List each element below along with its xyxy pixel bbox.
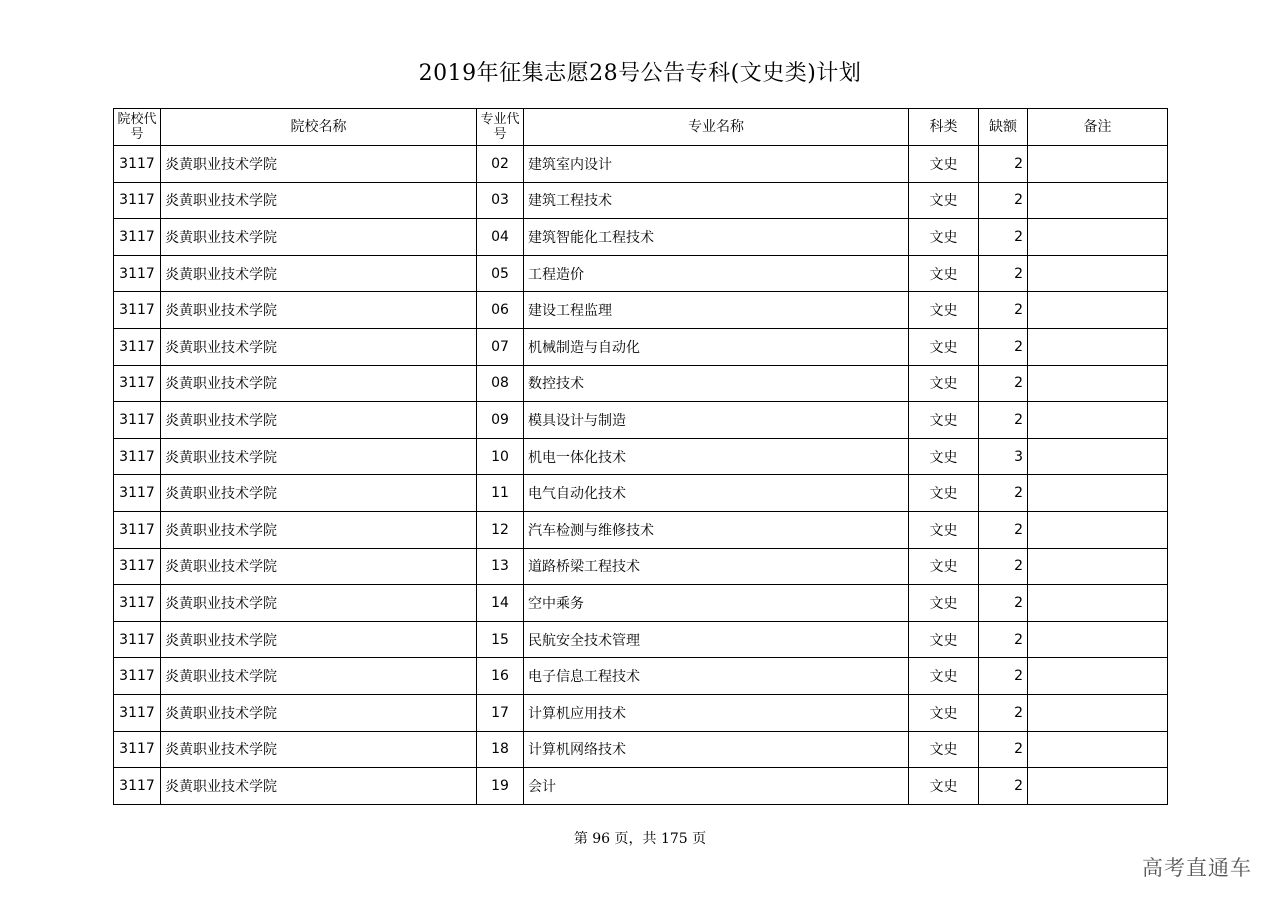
cell-note (1028, 548, 1168, 585)
cell-note (1028, 621, 1168, 658)
cell-category: 文史 (909, 768, 979, 805)
cell-school-name: 炎黄职业技术学院 (161, 585, 477, 622)
cell-vacancy: 2 (979, 731, 1028, 768)
cell-major-code: 02 (477, 146, 524, 183)
cell-school-code: 3117 (114, 731, 161, 768)
cell-major-name: 空中乘务 (524, 585, 909, 622)
cell-category: 文史 (909, 475, 979, 512)
cell-vacancy: 2 (979, 328, 1028, 365)
cell-school-name: 炎黄职业技术学院 (161, 658, 477, 695)
cell-school-name: 炎黄职业技术学院 (161, 146, 477, 183)
table-row (114, 292, 1168, 329)
cell-major-code: 06 (477, 292, 524, 329)
cell-school-code: 3117 (114, 511, 161, 548)
cell-note (1028, 255, 1168, 292)
cell-note (1028, 475, 1168, 512)
watermark: 高考直通车 (1142, 856, 1252, 880)
cell-school-name: 炎黄职业技术学院 (161, 768, 477, 805)
header-major-name: 专业名称 (524, 109, 909, 146)
table-row (114, 328, 1168, 365)
table-body (114, 146, 1168, 805)
table-row (114, 768, 1168, 805)
cell-vacancy: 2 (979, 585, 1028, 622)
cell-major-code: 11 (477, 475, 524, 512)
cell-category: 文史 (909, 402, 979, 439)
cell-vacancy: 2 (979, 511, 1028, 548)
cell-school-name: 炎黄职业技术学院 (161, 548, 477, 585)
page-number: 第 96 页，共 175 页 (573, 831, 707, 847)
table-row (114, 475, 1168, 512)
cell-major-name: 计算机网络技术 (524, 731, 909, 768)
cell-note (1028, 585, 1168, 622)
cell-vacancy: 2 (979, 292, 1028, 329)
cell-major-code: 18 (477, 731, 524, 768)
table-row (114, 621, 1168, 658)
cell-note (1028, 146, 1168, 183)
cell-vacancy: 2 (979, 182, 1028, 219)
cell-note (1028, 328, 1168, 365)
plan-table (113, 108, 1168, 805)
cell-category: 文史 (909, 511, 979, 548)
cell-school-code: 3117 (114, 438, 161, 475)
cell-category: 文史 (909, 146, 979, 183)
table-row (114, 658, 1168, 695)
header-note: 备注 (1028, 109, 1168, 146)
cell-note (1028, 731, 1168, 768)
cell-category: 文史 (909, 585, 979, 622)
cell-major-name: 机械制造与自动化 (524, 328, 909, 365)
cell-major-code: 09 (477, 402, 524, 439)
cell-major-code: 17 (477, 694, 524, 731)
cell-vacancy: 2 (979, 768, 1028, 805)
cell-school-code: 3117 (114, 768, 161, 805)
cell-vacancy: 3 (979, 438, 1028, 475)
cell-major-name: 电气自动化技术 (524, 475, 909, 512)
cell-note (1028, 365, 1168, 402)
cell-school-name: 炎黄职业技术学院 (161, 182, 477, 219)
cell-major-name: 数控技术 (524, 365, 909, 402)
cell-major-code: 16 (477, 658, 524, 695)
table-row (114, 255, 1168, 292)
table-row (114, 511, 1168, 548)
cell-category: 文史 (909, 292, 979, 329)
cell-vacancy: 2 (979, 146, 1028, 183)
cell-vacancy: 2 (979, 621, 1028, 658)
cell-major-name: 道路桥梁工程技术 (524, 548, 909, 585)
header-school-name: 院校名称 (161, 109, 477, 146)
cell-school-name: 炎黄职业技术学院 (161, 292, 477, 329)
cell-major-code: 15 (477, 621, 524, 658)
cell-major-name: 建筑智能化工程技术 (524, 219, 909, 256)
cell-school-code: 3117 (114, 585, 161, 622)
cell-vacancy: 2 (979, 658, 1028, 695)
cell-category: 文史 (909, 694, 979, 731)
cell-major-code: 19 (477, 768, 524, 805)
cell-school-code: 3117 (114, 548, 161, 585)
cell-school-name: 炎黄职业技术学院 (161, 365, 477, 402)
cell-vacancy: 2 (979, 548, 1028, 585)
cell-category: 文史 (909, 328, 979, 365)
cell-category: 文史 (909, 658, 979, 695)
cell-major-name: 建筑室内设计 (524, 146, 909, 183)
cell-school-name: 炎黄职业技术学院 (161, 438, 477, 475)
table-header-row (114, 109, 1168, 146)
cell-major-code: 10 (477, 438, 524, 475)
cell-school-code: 3117 (114, 475, 161, 512)
cell-note (1028, 511, 1168, 548)
table-row (114, 694, 1168, 731)
cell-note (1028, 658, 1168, 695)
cell-major-name: 计算机应用技术 (524, 694, 909, 731)
cell-category: 文史 (909, 255, 979, 292)
header-school-code: 院校代号 (114, 109, 161, 146)
cell-major-name: 机电一体化技术 (524, 438, 909, 475)
cell-school-name: 炎黄职业技术学院 (161, 731, 477, 768)
cell-category: 文史 (909, 182, 979, 219)
cell-major-code: 12 (477, 511, 524, 548)
cell-school-code: 3117 (114, 402, 161, 439)
cell-category: 文史 (909, 365, 979, 402)
cell-school-code: 3117 (114, 658, 161, 695)
table-row (114, 438, 1168, 475)
cell-school-code: 3117 (114, 621, 161, 658)
cell-note (1028, 219, 1168, 256)
cell-major-name: 会计 (524, 768, 909, 805)
cell-major-code: 05 (477, 255, 524, 292)
cell-category: 文史 (909, 621, 979, 658)
cell-vacancy: 2 (979, 255, 1028, 292)
cell-school-code: 3117 (114, 694, 161, 731)
table-row (114, 146, 1168, 183)
cell-major-name: 民航安全技术管理 (524, 621, 909, 658)
cell-school-code: 3117 (114, 365, 161, 402)
table-row (114, 585, 1168, 622)
cell-school-name: 炎黄职业技术学院 (161, 694, 477, 731)
cell-major-code: 07 (477, 328, 524, 365)
cell-major-code: 04 (477, 219, 524, 256)
cell-major-code: 03 (477, 182, 524, 219)
cell-major-name: 建筑工程技术 (524, 182, 909, 219)
cell-school-code: 3117 (114, 146, 161, 183)
cell-school-name: 炎黄职业技术学院 (161, 621, 477, 658)
cell-school-name: 炎黄职业技术学院 (161, 475, 477, 512)
cell-school-code: 3117 (114, 328, 161, 365)
table-row (114, 548, 1168, 585)
cell-category: 文史 (909, 438, 979, 475)
cell-major-code: 08 (477, 365, 524, 402)
cell-major-code: 13 (477, 548, 524, 585)
table-row (114, 365, 1168, 402)
cell-major-name: 汽车检测与维修技术 (524, 511, 909, 548)
cell-school-name: 炎黄职业技术学院 (161, 402, 477, 439)
header-category: 科类 (909, 109, 979, 146)
cell-major-name: 建设工程监理 (524, 292, 909, 329)
cell-school-name: 炎黄职业技术学院 (161, 219, 477, 256)
cell-vacancy: 2 (979, 475, 1028, 512)
cell-major-name: 工程造价 (524, 255, 909, 292)
cell-school-name: 炎黄职业技术学院 (161, 255, 477, 292)
cell-note (1028, 768, 1168, 805)
document-title: 2019年征集志愿28号公告专科(文史类)计划 (418, 61, 862, 86)
table-row (114, 182, 1168, 219)
cell-vacancy: 2 (979, 402, 1028, 439)
cell-school-code: 3117 (114, 255, 161, 292)
cell-note (1028, 182, 1168, 219)
header-major-code: 专业代号 (477, 109, 524, 146)
table-row (114, 731, 1168, 768)
cell-vacancy: 2 (979, 694, 1028, 731)
table-row (114, 219, 1168, 256)
cell-major-code: 14 (477, 585, 524, 622)
cell-school-code: 3117 (114, 292, 161, 329)
cell-major-name: 模具设计与制造 (524, 402, 909, 439)
cell-school-code: 3117 (114, 182, 161, 219)
cell-note (1028, 292, 1168, 329)
cell-vacancy: 2 (979, 219, 1028, 256)
cell-school-name: 炎黄职业技术学院 (161, 511, 477, 548)
cell-category: 文史 (909, 731, 979, 768)
header-vacancy: 缺额 (979, 109, 1028, 146)
cell-school-name: 炎黄职业技术学院 (161, 328, 477, 365)
cell-school-code: 3117 (114, 219, 161, 256)
cell-category: 文史 (909, 548, 979, 585)
cell-vacancy: 2 (979, 365, 1028, 402)
cell-category: 文史 (909, 219, 979, 256)
cell-major-name: 电子信息工程技术 (524, 658, 909, 695)
cell-note (1028, 402, 1168, 439)
cell-note (1028, 694, 1168, 731)
table-row (114, 402, 1168, 439)
cell-note (1028, 438, 1168, 475)
